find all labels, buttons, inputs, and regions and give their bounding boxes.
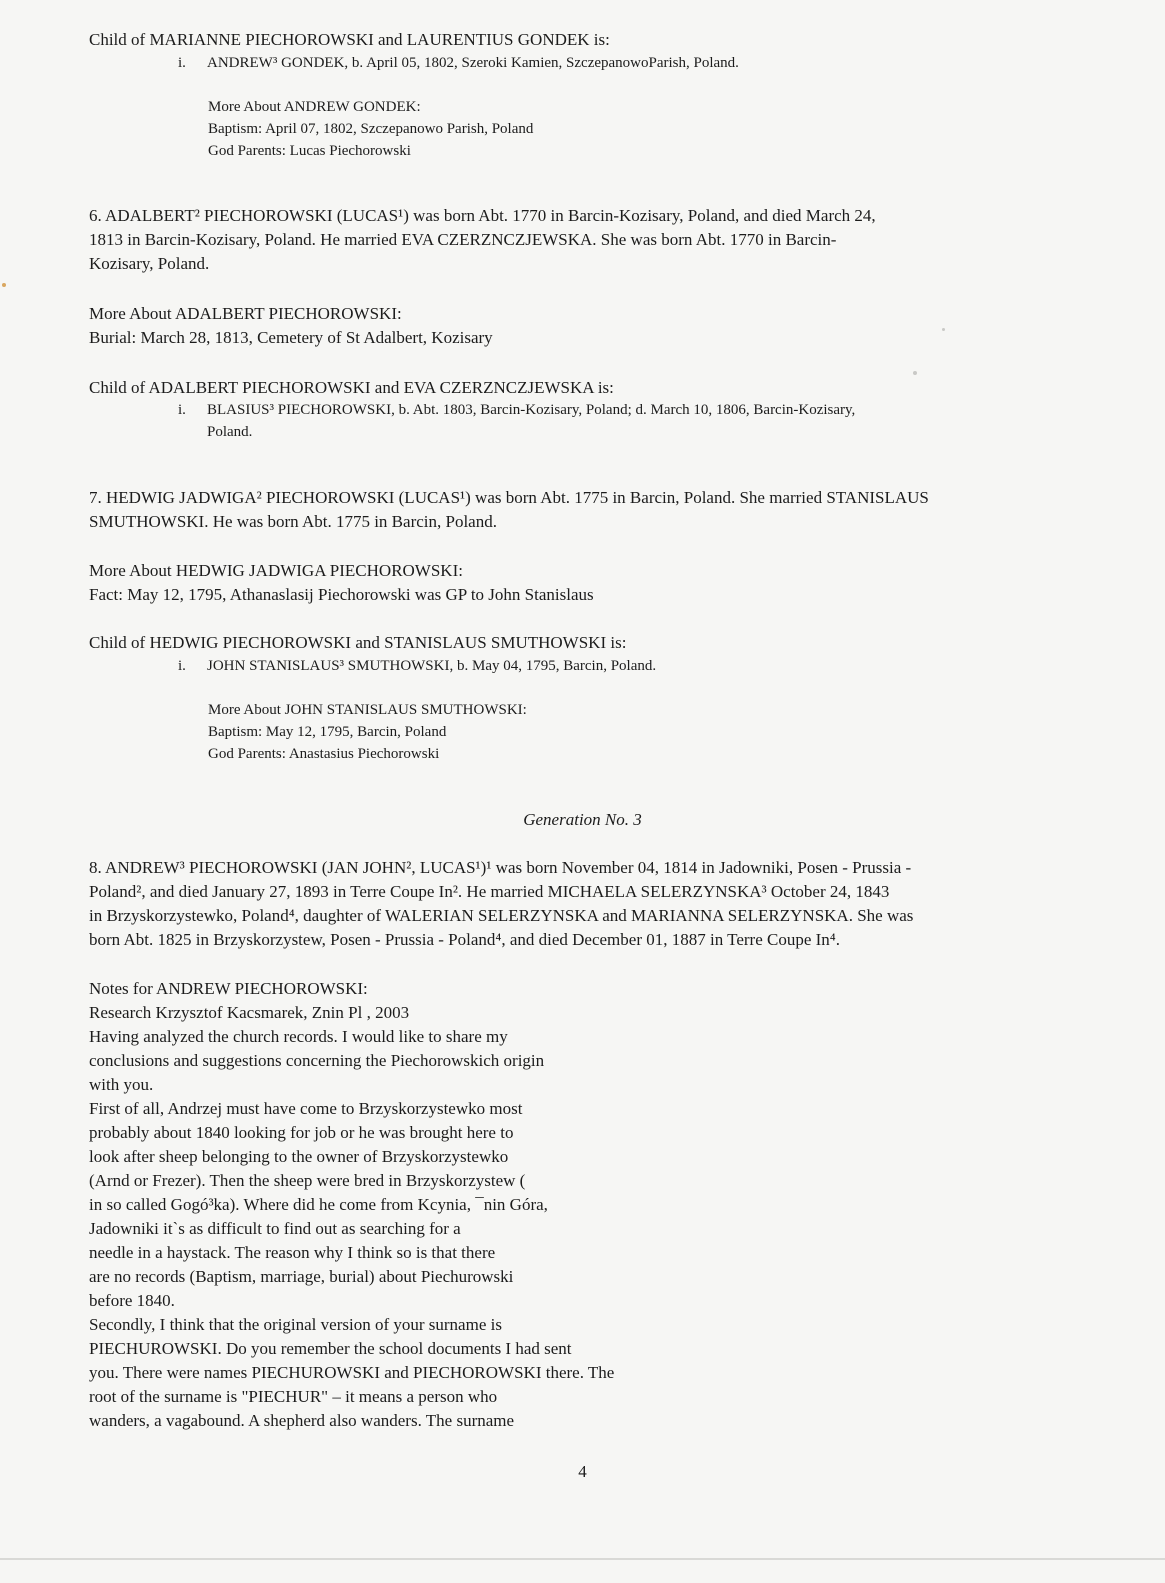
notes-line: PIECHUROWSKI. Do you remember the school documents I had sent bbox=[89, 1339, 572, 1358]
child-item-blasius bbox=[178, 399, 1058, 443]
entry-line: in Brzyskorzystewko, Poland⁴, daughter of WALERIAN SELERZYNSKA and MARIANNA SELERZYNSKA. She was bbox=[89, 906, 914, 925]
notes-line: look after sheep belonging to the owner of Brzyskorzystewko bbox=[89, 1147, 509, 1166]
scan-edge-line bbox=[0, 1558, 1165, 1560]
notes-line: Having analyzed the church records. I would like to share my bbox=[89, 1027, 508, 1046]
entry-7-paragraph bbox=[89, 486, 1049, 534]
item-text: JOHN STANISLAUS³ SMUTHOWSKI, b. May 04, 1795, Barcin, Poland. bbox=[207, 658, 657, 674]
notes-line: probably about 1840 looking for job or he was brought here to bbox=[89, 1123, 514, 1142]
more-line: God Parents: Anastasius Piechorowski bbox=[208, 746, 440, 762]
child-heading-hedwig: Child of HEDWIG PIECHOROWSKI and STANISLAUS SMUTHOWSKI is: bbox=[89, 633, 627, 652]
notes-line: root of the surname is "PIECHUR" – it means a person who bbox=[89, 1387, 498, 1406]
entry-line: 7. HEDWIG JADWIGA² PIECHOROWSKI (LUCAS¹) was born Abt. 1775 in Barcin, Poland. She married STANISLAUS bbox=[89, 488, 929, 507]
notes-line: wanders, a vagabound. A shepherd also wanders. The surname bbox=[89, 1411, 515, 1430]
scan-speck bbox=[913, 371, 917, 375]
notes-line: (Arnd or Frezer). Then the sheep were bred in Brzyskorzystew ( bbox=[89, 1171, 526, 1190]
entry-line: 8. ANDREW³ PIECHOROWSKI (JAN JOHN², LUCAS¹)¹ was born November 04, 1814 in Jadowniki, Posen - Prussia - bbox=[89, 858, 912, 877]
child-heading-adalbert: Child of ADALBERT PIECHOROWSKI and EVA CZERZNCZJEWSKA is: bbox=[89, 378, 614, 397]
item-text: BLASIUS³ PIECHOROWSKI, b. Abt. 1803, Barcin-Kozisary, Poland; d. March 10, 1806, Barcin-Kozisary, bbox=[207, 402, 856, 418]
item-text: Poland. bbox=[207, 424, 253, 440]
notes-line: in so called Gogó³ka). Where did he come from Kcynia, ¯nin Góra, bbox=[89, 1195, 548, 1214]
child-heading-marianne: Child of MARIANNE PIECHOROWSKI and LAURENTIUS GONDEK is: bbox=[89, 30, 610, 49]
notes-line: conclusions and suggestions concerning the Piechorowskich origin bbox=[89, 1051, 545, 1070]
notes-heading: Notes for ANDREW PIECHOROWSKI: bbox=[89, 979, 368, 998]
more-line: Baptism: May 12, 1795, Barcin, Poland bbox=[208, 724, 447, 740]
notes-line: Secondly, I think that the original version of your surname is bbox=[89, 1315, 502, 1334]
notes-line: before 1840. bbox=[89, 1291, 175, 1310]
more-line: God Parents: Lucas Piechorowski bbox=[208, 143, 411, 159]
item-text: ANDREW³ GONDEK, b. April 05, 1802, Szeroki Kamien, SzczepanowoParish, Poland. bbox=[207, 55, 739, 71]
entry-line: 1813 in Barcin-Kozisary, Poland. He married EVA CZERZNCZJEWSKA. She was born Abt. 1770 in Barcin- bbox=[89, 230, 837, 249]
scan-speck bbox=[2, 283, 6, 287]
page-number: 4 bbox=[578, 1462, 587, 1481]
entry-line: born Abt. 1825 in Brzyskorzystew, Posen - Prussia - Poland⁴, and died December 01, 1887 in Terre Coupe In⁴. bbox=[89, 930, 840, 949]
more-heading: More About ANDREW GONDEK: bbox=[208, 99, 421, 115]
more-line: Baptism: April 07, 1802, Szczepanowo Parish, Poland bbox=[208, 121, 534, 137]
more-heading: More About ADALBERT PIECHOROWSKI: bbox=[89, 304, 402, 323]
more-about-andrew-gondek bbox=[208, 96, 533, 162]
more-about-john-stanislaus bbox=[208, 699, 527, 765]
item-numeral: i. bbox=[178, 402, 186, 418]
entry-line: Kozisary, Poland. bbox=[89, 254, 210, 273]
notes-line: needle in a haystack. The reason why I think so is that there bbox=[89, 1243, 496, 1262]
more-heading: More About HEDWIG JADWIGA PIECHOROWSKI: bbox=[89, 561, 463, 580]
item-numeral: i. bbox=[178, 658, 186, 674]
child-item-john-stanislaus bbox=[178, 655, 1058, 677]
more-about-adalbert bbox=[89, 302, 1049, 350]
more-about-hedwig bbox=[89, 559, 1049, 607]
scan-speck bbox=[942, 328, 945, 331]
more-line: Burial: March 28, 1813, Cemetery of St Adalbert, Kozisary bbox=[89, 328, 493, 347]
notes-line: you. There were names PIECHUROWSKI and PIECHOROWSKI there. The bbox=[89, 1363, 615, 1382]
more-line: Fact: May 12, 1795, Athanaslasij Piechorowski was GP to John Stanislaus bbox=[89, 585, 594, 604]
entry-8-paragraph bbox=[89, 856, 1049, 952]
entry-6-paragraph bbox=[89, 204, 1049, 276]
entry-line: SMUTHOWSKI. He was born Abt. 1775 in Barcin, Poland. bbox=[89, 512, 497, 531]
notes-line: First of all, Andrzej must have come to Brzyskorzystewko most bbox=[89, 1099, 523, 1118]
entry-line: 6. ADALBERT² PIECHOROWSKI (LUCAS¹) was born Abt. 1770 in Barcin-Kozisary, Poland, and died March 24, bbox=[89, 206, 876, 225]
notes-line: are no records (Baptism, marriage, burial) about Piechurowski bbox=[89, 1267, 514, 1286]
notes-andrew bbox=[89, 977, 1049, 1433]
more-heading: More About JOHN STANISLAUS SMUTHOWSKI: bbox=[208, 702, 527, 718]
generation-heading: Generation No. 3 bbox=[523, 810, 642, 829]
entry-line: Poland², and died January 27, 1893 in Terre Coupe In². He married MICHAELA SELERZYNSKA³ October 24, 1843 bbox=[89, 882, 890, 901]
notes-line: Jadowniki it`s as difficult to find out as searching for a bbox=[89, 1219, 461, 1238]
child-item-andrew-gondek bbox=[178, 52, 1058, 74]
notes-line: Research Krzysztof Kacsmarek, Znin Pl , 2003 bbox=[89, 1003, 410, 1022]
notes-line: with you. bbox=[89, 1075, 154, 1094]
item-numeral: i. bbox=[178, 55, 186, 71]
